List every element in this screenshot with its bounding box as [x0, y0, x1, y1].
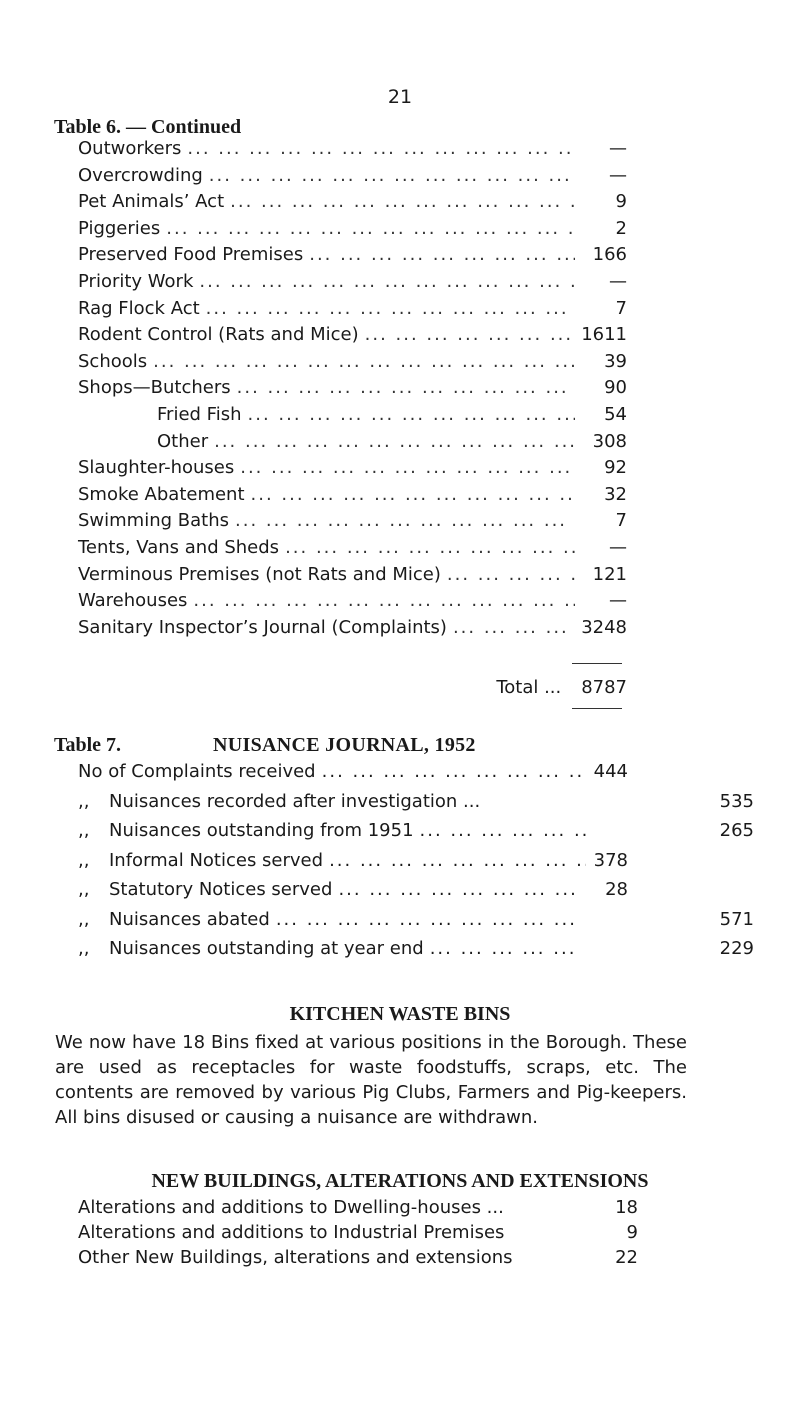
- row-label: Nuisances outstanding from 1951: [109, 820, 414, 841]
- row-value: —: [609, 271, 627, 292]
- row-value: 121: [592, 563, 627, 585]
- leader-dots: [235, 510, 575, 531]
- row-label: Swimming Baths: [78, 510, 229, 532]
- leader-dots: [166, 218, 575, 239]
- leader-dots: [240, 457, 575, 478]
- col1-value: 28: [605, 879, 628, 900]
- table7-row: [78, 879, 627, 905]
- table6-row: [78, 564, 627, 590]
- row-label: Fried Fish: [157, 404, 242, 425]
- row-label: Nuisances recorded after investigation ...: [109, 790, 481, 812]
- row-value: 39: [604, 350, 627, 372]
- table7-row: [78, 938, 754, 964]
- table7-row: [78, 790, 754, 817]
- total-rule-bottom: [572, 708, 622, 709]
- row-label-wrap: [109, 791, 586, 812]
- row-label: Overcrowding: [78, 164, 203, 186]
- table7-title: NUISANCE JOURNAL, 1952: [213, 734, 476, 756]
- leader-dots: [206, 298, 575, 319]
- table6-row: [78, 510, 627, 536]
- row-label: Informal Notices served: [109, 849, 324, 871]
- row-value: 9: [615, 191, 627, 213]
- leader-dots: [447, 564, 575, 585]
- leader-dots: [276, 909, 586, 930]
- row-label: Preserved Food Premises: [78, 244, 304, 266]
- row-label: Nuisances abated: [109, 908, 270, 930]
- leader-dots: [285, 537, 575, 558]
- table6-row: [78, 271, 627, 297]
- row-label: Priority Work: [78, 271, 194, 292]
- row-label: Schools: [78, 350, 148, 372]
- col2-value: 535: [719, 790, 754, 812]
- leader-dots: [237, 377, 575, 398]
- table6-row: [78, 484, 627, 510]
- row-label: Rodent Control (Rats and Mice): [78, 324, 359, 346]
- table6-row: [78, 617, 627, 643]
- row-value: —: [609, 590, 627, 612]
- leader-dots: [187, 138, 575, 159]
- ditto-mark: ,,: [78, 879, 90, 900]
- table6-row: [78, 218, 627, 244]
- table6-row: [78, 165, 627, 191]
- table6-row: [78, 457, 627, 483]
- row-label: Statutory Notices served: [109, 879, 333, 900]
- ditto-mark: ,,: [78, 790, 90, 812]
- row-value: 54: [604, 404, 627, 425]
- leader-dots: [199, 271, 575, 292]
- row-value: 32: [604, 483, 627, 505]
- table6-row: [78, 590, 627, 616]
- table6-row: [78, 404, 627, 430]
- leader-dots: [430, 938, 586, 959]
- row-label: Smoke Abatement: [78, 483, 245, 505]
- new-buildings-heading: NEW BUILDINGS, ALTERATIONS AND EXTENSIONS: [151, 1170, 649, 1192]
- ditto-mark: ,,: [78, 820, 90, 841]
- leader-dots: [329, 850, 586, 871]
- row-label: Alterations and additions to Dwelling-houses ...: [78, 1197, 504, 1218]
- row-label-wrap: [109, 879, 586, 900]
- row-value: 308: [592, 430, 627, 452]
- row-value: 166: [592, 244, 627, 266]
- new-buildings-row: [78, 1197, 638, 1218]
- table6-total: [78, 677, 627, 698]
- kitchen-waste-heading: KITCHEN WASTE BINS: [289, 1003, 511, 1025]
- table6-row: [78, 298, 627, 324]
- table7-row: [78, 761, 627, 787]
- row-label: Outworkers: [78, 138, 182, 159]
- row-label: Sanitary Inspector’s Journal (Complaints): [78, 616, 447, 638]
- total-value: 8787: [581, 677, 627, 698]
- row-value: 22: [615, 1247, 638, 1268]
- row-label: Verminous Premises (not Rats and Mice): [78, 563, 441, 585]
- leader-dots: [153, 351, 575, 372]
- table6-heading: Table 6. — Continued: [54, 116, 242, 138]
- row-value: 3248: [581, 616, 627, 638]
- row-label: Slaughter-houses: [78, 457, 235, 479]
- row-value: —: [609, 537, 627, 558]
- table6-row: [78, 377, 627, 403]
- leader-dots: [309, 244, 575, 265]
- row-label: Other New Buildings, alterations and extensions: [78, 1247, 513, 1268]
- leader-dots: [214, 431, 575, 452]
- row-label: Rag Flock Act: [78, 297, 200, 319]
- leader-dots: [251, 484, 575, 505]
- row-label: Alterations and additions to Industrial Premises: [78, 1222, 505, 1243]
- leader-dots: [453, 617, 575, 638]
- row-label: Other: [157, 430, 209, 452]
- row-label: No of Complaints received: [78, 761, 316, 782]
- row-label-wrap: [109, 850, 586, 871]
- leader-dots: [209, 165, 575, 186]
- ditto-mark: ,,: [78, 938, 90, 959]
- new-buildings-row: [78, 1222, 638, 1243]
- leader-dots: [322, 761, 586, 782]
- row-value: 7: [615, 510, 627, 532]
- row-label: Nuisances outstanding at year end: [109, 938, 424, 959]
- row-value: 90: [604, 377, 627, 399]
- col2-value: 571: [719, 908, 754, 930]
- ditto-mark: ,,: [78, 908, 90, 930]
- col2-value: 229: [719, 938, 754, 959]
- row-value: 9: [626, 1222, 638, 1243]
- col1-value: 444: [593, 761, 628, 782]
- table6-row: [78, 324, 627, 350]
- row-label: Tents, Vans and Sheds: [78, 537, 280, 558]
- table7-row: [78, 820, 754, 846]
- leader-dots: [230, 191, 575, 212]
- row-value: 7: [615, 297, 627, 319]
- table7-heading: Table 7.: [54, 734, 122, 756]
- new-buildings-row: [78, 1247, 638, 1268]
- row-value: 92: [604, 457, 627, 479]
- row-value: —: [609, 164, 627, 186]
- table6-row: [78, 138, 627, 164]
- ditto-mark: ,,: [78, 849, 90, 871]
- row-value: 1611: [581, 324, 627, 346]
- row-value: 2: [615, 217, 627, 239]
- row-label-wrap: [109, 909, 586, 930]
- row-value: —: [609, 138, 627, 159]
- leader-dots: [338, 879, 586, 900]
- row-value: 18: [615, 1197, 638, 1218]
- total-rule-top: [572, 663, 622, 664]
- row-label-wrap: [78, 761, 586, 782]
- table6-row: [78, 244, 627, 270]
- leader-dots: [365, 324, 575, 345]
- table6-row: [78, 431, 627, 457]
- table6-row: [78, 537, 627, 563]
- leader-dots: [248, 404, 576, 425]
- row-label-wrap: [109, 820, 586, 841]
- leader-dots: [193, 590, 575, 611]
- table7-row: [78, 908, 754, 935]
- kitchen-waste-paragraph: We now have 18 Bins fixed at various positions in the Borough. These are used as receptacles for waste foodstuffs, scraps, etc. The contents are removed by various Pig Clubs, Farmers and Pig-keepers. All bins disused or causing a nuisance are withdrawn.: [55, 1032, 687, 1128]
- row-label: Piggeries: [78, 217, 161, 239]
- total-label: Total ...: [496, 677, 562, 698]
- table6-row: [78, 351, 627, 377]
- page-number: 21: [387, 86, 413, 108]
- row-label: Pet Animals’ Act: [78, 191, 225, 213]
- row-label: Warehouses: [78, 590, 188, 612]
- col1-value: 378: [593, 849, 628, 871]
- row-label: Shops—Butchers: [78, 377, 231, 399]
- table6-row: [78, 191, 627, 217]
- table7-row: [78, 850, 627, 876]
- leader-dots: [420, 820, 586, 841]
- col2-value: 265: [719, 820, 754, 841]
- row-label-wrap: [109, 938, 586, 959]
